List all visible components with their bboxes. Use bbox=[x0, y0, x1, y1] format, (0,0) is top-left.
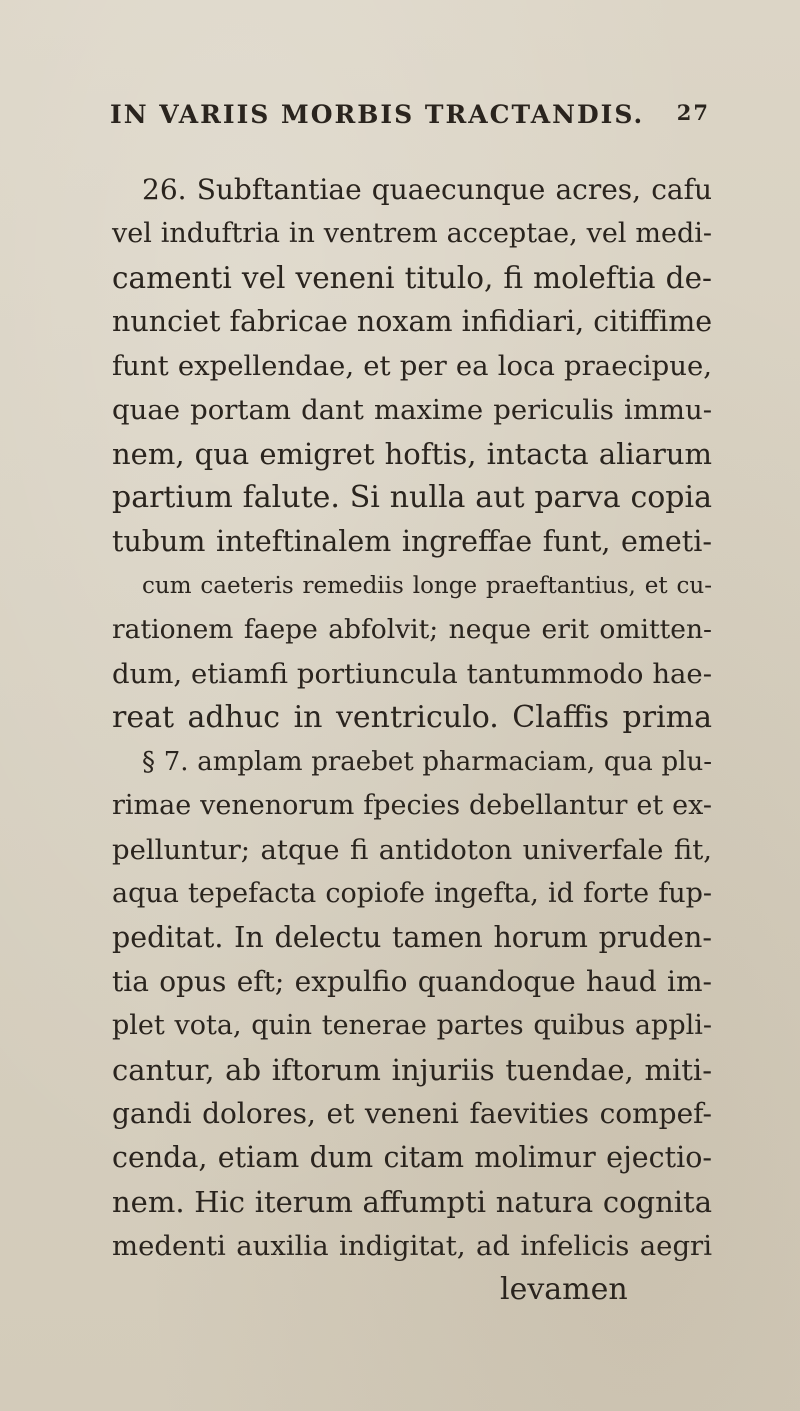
text-line: vel induftria in ventrem acceptae, vel medi- bbox=[112, 218, 712, 249]
text-line: dum, etiamfi portiuncula tantummodo hae- bbox=[112, 658, 712, 690]
text-line: tubum inteftinalem ingreffae funt, emeti- bbox=[112, 525, 712, 558]
text-line: quae portam dant maxime periculis immu- bbox=[112, 394, 712, 426]
page-header bbox=[110, 100, 710, 140]
text-line: 26. Subftantiae quaecunque acres, cafu bbox=[142, 173, 712, 206]
text-line: rationem faepe abfolvit; neque erit omitten- bbox=[112, 614, 712, 645]
text-line: cantur, ab iftorum injuriis tuendae, miti- bbox=[112, 1053, 712, 1087]
text-line: reat adhuc in ventriculo. Claffis prima bbox=[112, 700, 712, 735]
page-number: 27 bbox=[676, 100, 710, 125]
text-line: peditat. In delectu tamen horum pruden- bbox=[112, 921, 712, 954]
text-line: rimae venenorum fpecies debellantur et ex- bbox=[112, 790, 712, 821]
running-title: IN VARIIS MORBIS TRACTANDIS. bbox=[110, 100, 645, 129]
text-line: partium falute. Si nulla aut parva copia bbox=[112, 480, 712, 515]
text-line: medenti auxilia indigitat, ad infelicis aegri bbox=[112, 1230, 712, 1262]
text-line: gandi dolores, et veneni faevities compef- bbox=[112, 1097, 712, 1130]
text-line: nem. Hic iterum affumpti natura cognita bbox=[112, 1185, 712, 1219]
text-line: levamen bbox=[500, 1272, 628, 1307]
text-line: camenti vel veneni titulo, fi moleftia de- bbox=[112, 261, 712, 295]
text-line: nunciet fabricae noxam infidiari, citiffime bbox=[112, 305, 713, 338]
text-line: funt expellendae, et per ea loca praecipue, bbox=[112, 350, 712, 382]
text-line: cenda, etiam dum citam molimur ejectio- bbox=[112, 1141, 712, 1174]
text-line: cum caeteris remediis longe praeftantius, et cu- bbox=[142, 573, 712, 599]
text-line: § 7. amplam praebet pharmaciam, qua plu- bbox=[142, 747, 712, 777]
text-line: pelluntur; atque fi antidoton univerfale fit, bbox=[112, 834, 712, 866]
text-line: nem, qua emigret hoftis, intacta aliarum bbox=[112, 437, 712, 471]
text-line: plet vota, quin tenerae partes quibus appli- bbox=[112, 1010, 712, 1041]
text-line: tia opus eft; expulfio quandoque haud im- bbox=[112, 965, 712, 998]
text-line: aqua tepefacta copiofe ingefta, id forte fup- bbox=[112, 878, 712, 909]
